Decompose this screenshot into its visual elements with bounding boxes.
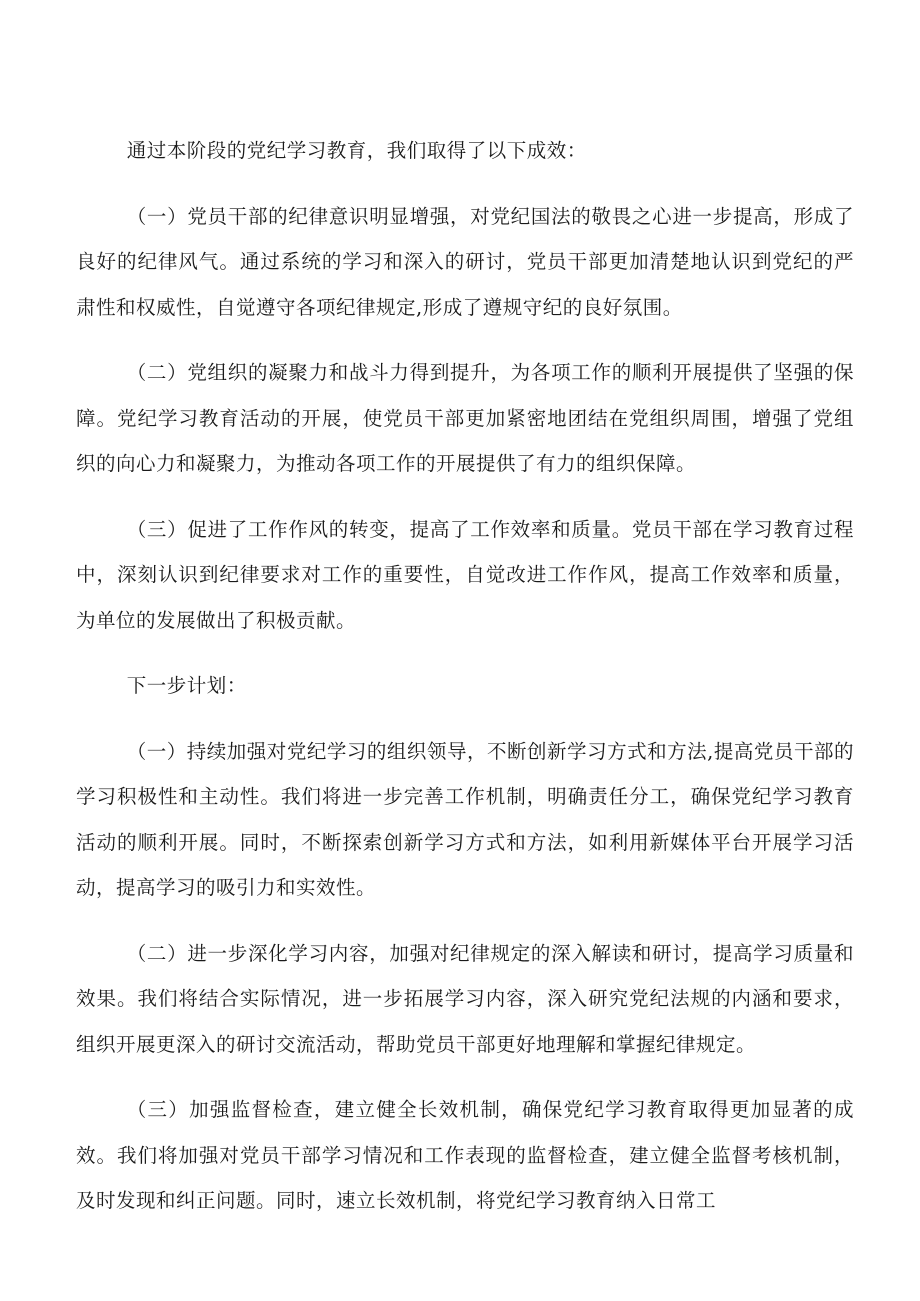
intro-paragraph: 通过本阶段的党纪学习教育，我们取得了以下成效：: [126, 139, 587, 162]
plan-paragraph-2: （二）进一步深化学习内容，加强对纪律规定的深入解读和研讨，提高学习质量和效果。我们将结合实际情况，进一步拓展学习内容，深入研究党纪法规的内涵和要求，组织开展更深入的研讨交流活动，帮助党员干部更好地理解和掌握纪律规定。: [76, 941, 854, 1056]
result-paragraph-1: （一）党员干部的纪律意识明显增强，对党纪国法的敬畏之心进一步提高，形成了良好的纪律风气。通过系统的学习和深入的研讨，党员干部更加清楚地认识到党纪的严肃性和权威性，自觉遵守各项纪律规定,形成了遵规守纪的良好氛围。: [76, 204, 854, 319]
plan-paragraph-3: （三）加强监督检查，建立健全长效机制，确保党纪学习教育取得更加显著的成效。我们将加强对党员干部学习情况和工作表现的监督检查，建立健全监督考核机制，及时发现和纠正问题。同时，速立长效机制，将党纪学习教育纳入日常工: [76, 1098, 854, 1212]
result-paragraph-3: （三）促进了工作作风的转变，提高了工作效率和质量。党员干部在学习教育过程中，深刻认识到纪律要求对工作的重要性，自觉改进工作作风，提高工作效率和质量，为单位的发展做出了积极贡献。: [76, 517, 854, 632]
result-paragraph-2: （二）党组织的凝聚力和战斗力得到提升，为各项工作的顺利开展提供了坚强的保障。党纪学习教育活动的开展，使党员干部更加紧密地团结在党组织周围，增强了党组织的向心力和凝聚力，为推动各项工作的开展提供了有力的组织保障。: [76, 361, 854, 475]
next-plan-heading: 下一步计划：: [126, 674, 247, 697]
plan-paragraph-1: （一）持续加强对党纪学习的组织领导，不断创新学习方式和方法,提高党员干部的学习积极性和主动性。我们将进一步完善工作机制，明确责任分工，确保党纪学习教育活动的顺利开展。同时，不断探索创新学习方式和方法，如利用新媒体平台开展学习活动，提高学习的吸引力和实效性。: [76, 739, 854, 899]
